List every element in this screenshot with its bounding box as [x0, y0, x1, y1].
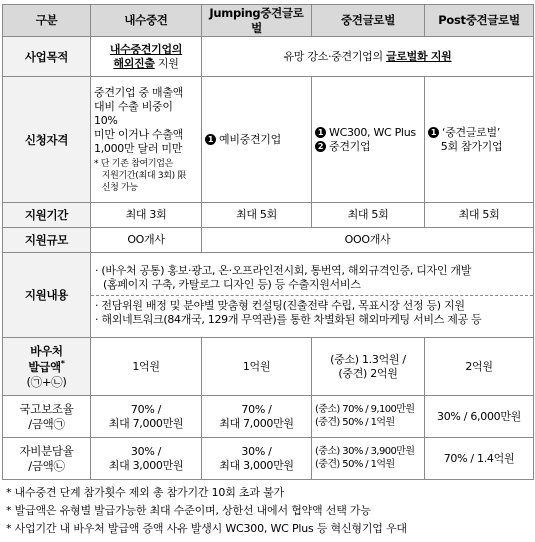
cell-eligibility-jumping	[202, 77, 312, 203]
cell-period-domestic: 최대 3회	[91, 203, 202, 228]
number-2-icon: 2	[315, 141, 326, 152]
subsidy-global-2: (중견) 50% / 1억원	[315, 416, 395, 428]
eligibility-note-line: 신청 가능	[101, 183, 138, 194]
row-voucher	[3, 338, 534, 396]
eligibility-domestic-line: 대비 수출 비중이 10%	[94, 99, 173, 127]
cell-period-jumping: 최대 5회	[202, 203, 312, 228]
label-content: 지원내용	[3, 253, 91, 338]
label-subsidy-line: /금액㉠	[28, 416, 65, 431]
self-global-1: (중소) 30% / 3,900만원	[315, 446, 415, 458]
purpose-domestic-line1: 내수중견기업의	[109, 42, 183, 56]
number-1-icon: 1	[428, 127, 439, 138]
cell-eligibility-global	[312, 77, 425, 203]
footnote: * 사업기간 내 바우처 발급액 증액 사유 발생시 WC300, WC Plus 등 혁신형기업 우대	[6, 522, 407, 535]
eligibility-note-line: 지원기간(최대 3회) 限	[101, 171, 187, 182]
voucher-global-1: (중소) 1.3억원 /	[330, 352, 406, 366]
content-divider	[91, 295, 533, 296]
label-voucher-line: 발급액	[28, 359, 61, 374]
cell-purpose-others	[202, 37, 534, 77]
cell-scale-domestic: OO개사	[91, 228, 202, 253]
row-content	[3, 253, 534, 338]
subsidy-domestic-1: 70% /	[130, 402, 162, 416]
subsidy-jumping-1: 70% /	[241, 402, 272, 416]
cell-period-global: 최대 5회	[312, 203, 425, 228]
row-scale	[3, 228, 534, 253]
cell-self-post: 70% / 1.4억원	[425, 438, 534, 480]
eligibility-global-1: WC300, WC Plus	[329, 125, 416, 139]
cell-subsidy-global	[312, 396, 425, 438]
content-line: · 전담위원 배정 및 분야별 맞춤형 컨설팅(진출전략 수립, 목표시장 선정 등) 지원	[95, 298, 465, 312]
header-jumping: Jumping중견글로벌	[202, 5, 312, 37]
cell-self-global	[312, 438, 425, 480]
cell-self-domestic	[91, 438, 202, 480]
subsidy-global-1: (중소) 70% / 9,100만원	[315, 404, 415, 416]
eligibility-global-2: 중견기업	[329, 139, 371, 153]
label-voucher-line: (㉠+㉡)	[26, 374, 67, 389]
row-subsidy	[3, 396, 534, 438]
footnote: * 발급액은 유형별 발급가능한 최대 수준이며, 상한선 내에서 협약액 선택 가능	[6, 504, 371, 517]
cell-voucher-jumping: 1억원	[202, 338, 312, 396]
voucher-global-2: (중견) 2억원	[338, 366, 398, 380]
cell-self-jumping	[202, 438, 312, 480]
program-comparison-table	[2, 4, 534, 480]
footnote: * 내수중견 단계 참가횟수 제외 총 참가기간 10회 초과 불가	[6, 486, 284, 499]
self-global-2: (중견) 50% / 1억원	[315, 458, 395, 470]
content-line: · (바우처 공통) 홍보·광고, 온·오프라인전시회, 통번역, 해외규격인증, 디자인 개발	[95, 263, 472, 277]
cell-voucher-global	[312, 338, 425, 396]
purpose-domestic-line2b: 지원	[154, 56, 179, 70]
self-domestic-2: 최대 3,000만원	[108, 458, 184, 472]
cell-scale-others: OOO개사	[202, 228, 534, 253]
row-self	[3, 438, 534, 480]
label-voucher-line: 바우처	[30, 344, 63, 359]
label-scale: 지원규모	[3, 228, 91, 253]
purpose-others-a: 유망 강소·중견기업의	[283, 49, 387, 63]
eligibility-post-2: 5회 참가기업	[440, 139, 503, 153]
header-post: Post중견글로벌	[425, 5, 534, 37]
content-line: · 해외네트워크(84개국, 129개 무역관)를 통한 차별화된 해외마케팅 서비스 제공 등	[95, 313, 482, 327]
cell-content	[91, 253, 534, 338]
label-self	[3, 438, 91, 480]
row-eligibility	[3, 77, 534, 203]
eligibility-post-1: ‘중견글로벌’	[442, 125, 501, 139]
header-category: 구분	[3, 5, 91, 37]
purpose-others-b: 글로벌화 지원	[386, 49, 452, 63]
header-domestic: 내수중견	[91, 5, 202, 37]
label-subsidy	[3, 396, 91, 438]
label-eligibility: 신청자격	[3, 77, 91, 203]
cell-voucher-domestic: 1억원	[91, 338, 202, 396]
content-line: (홈페이지 구축, 카탈로그 디자인 등) 등 수출지원서비스	[103, 277, 361, 291]
cell-subsidy-domestic	[91, 396, 202, 438]
eligibility-jumping: 예비중견기업	[219, 132, 281, 146]
footnotes	[6, 484, 407, 538]
cell-voucher-post: 2억원	[425, 338, 534, 396]
cell-subsidy-jumping	[202, 396, 312, 438]
self-jumping-1: 30% /	[241, 444, 272, 458]
eligibility-domestic-line: 중견기업 중 매출액	[94, 85, 184, 99]
eligibility-note-line: * 단 기존 참여기업은	[94, 158, 174, 169]
row-period	[3, 203, 534, 228]
eligibility-domestic-line: 1,000만 달러 미만	[94, 141, 183, 155]
purpose-domestic-line2: 해외진출	[113, 56, 155, 70]
label-purpose: 사업목적	[3, 37, 91, 77]
header-row	[3, 5, 534, 37]
label-self-line: 자비분담율	[19, 444, 74, 459]
header-global: 중견글로벌	[312, 5, 425, 37]
cell-purpose-domestic	[91, 37, 202, 77]
row-purpose	[3, 37, 534, 77]
self-domestic-1: 30% /	[130, 444, 162, 458]
cell-period-post: 최대 5회	[425, 203, 534, 228]
label-period: 지원기간	[3, 203, 91, 228]
label-subsidy-line: 국고보조율	[19, 402, 74, 417]
cell-subsidy-post: 30% / 6,000만원	[425, 396, 534, 438]
subsidy-domestic-2: 최대 7,000만원	[108, 416, 184, 430]
self-jumping-2: 최대 3,000만원	[219, 458, 294, 472]
cell-eligibility-post	[425, 77, 534, 203]
subsidy-jumping-2: 최대 7,000만원	[219, 416, 294, 430]
eligibility-domestic-note	[94, 158, 198, 194]
label-voucher	[3, 338, 91, 396]
number-1-icon: 1	[315, 127, 326, 138]
number-1-icon: 1	[205, 134, 216, 145]
eligibility-domestic-line: 미만 이거나 수출액	[94, 127, 184, 141]
label-voucher-asterisk: *	[60, 359, 65, 369]
label-self-line: /금액㉡	[28, 458, 65, 473]
cell-eligibility-domestic	[91, 77, 202, 203]
